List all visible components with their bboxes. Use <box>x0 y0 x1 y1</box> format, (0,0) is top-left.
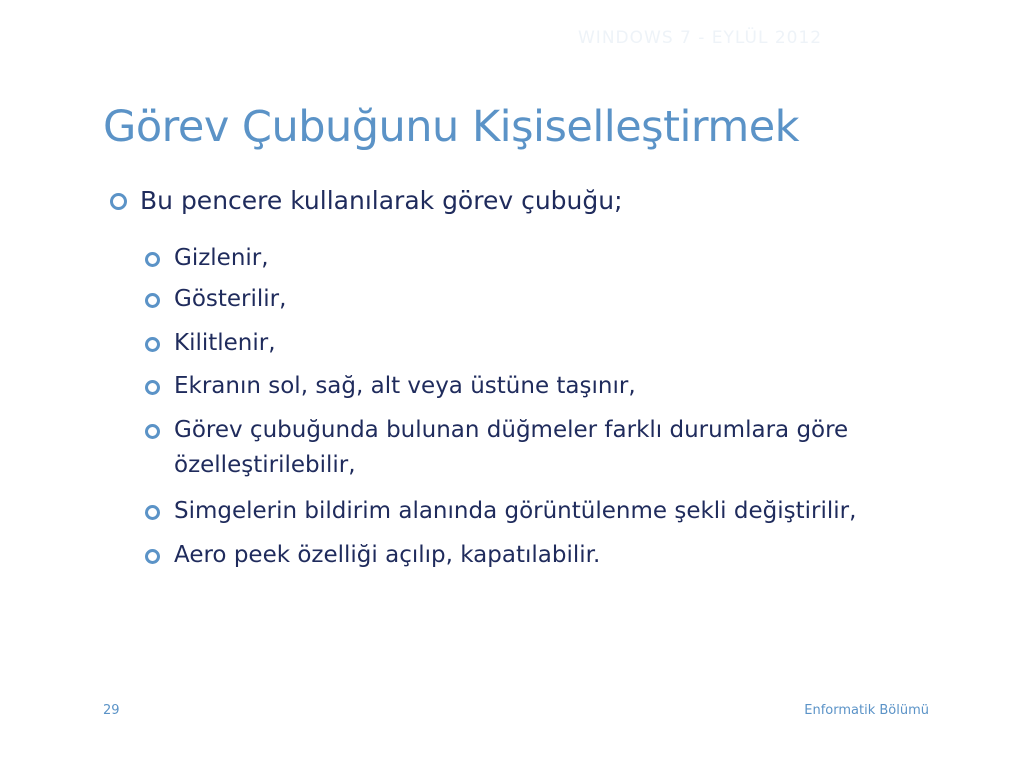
sub-bullet-text: Gösterilir, <box>174 286 287 312</box>
bullet-icon <box>145 293 160 308</box>
bullet-icon <box>145 549 160 564</box>
sub-bullet-text: Ekranın sol, sağ, alt veya üstüne taşınır, <box>174 373 636 399</box>
sub-bullet-text: Simgelerin bildirim alanında görüntülenme şekli değiştirilir, <box>174 498 857 524</box>
sub-bullet <box>145 538 600 573</box>
bullet-icon <box>145 380 160 395</box>
page-number: 29 <box>103 703 120 718</box>
sub-bullet <box>145 413 934 483</box>
sub-bullet <box>145 282 286 317</box>
bullet-icon <box>145 505 160 520</box>
sub-bullet-text: Gizlenir, <box>174 245 269 271</box>
main-bullet-text: Bu pencere kullanılarak görev çubuğu; <box>140 186 623 215</box>
bullet-icon <box>145 337 160 352</box>
header-watermark: WINDOWS 7 - EYLÜL 2012 <box>578 28 823 48</box>
slide-title: Görev Çubuğunu Kişiselleştirmek <box>103 102 800 152</box>
department-label: Enformatik Bölümü <box>804 703 929 718</box>
sub-bullet-text: Aero peek özelliği açılıp, kapatılabilir. <box>174 542 601 568</box>
bullet-icon <box>145 424 160 439</box>
sub-bullet <box>145 369 636 404</box>
sub-bullet <box>145 494 856 529</box>
sub-bullet <box>145 326 276 361</box>
main-bullet <box>110 186 623 215</box>
sub-bullet-text: Görev çubuğunda bulunan düğmeler farklı durumlara göre özelleştirilebilir, <box>174 417 849 478</box>
bullet-icon <box>145 252 160 267</box>
sub-bullet <box>145 241 269 276</box>
bullet-icon <box>110 193 127 210</box>
sub-bullet-text: Kilitlenir, <box>174 330 276 356</box>
